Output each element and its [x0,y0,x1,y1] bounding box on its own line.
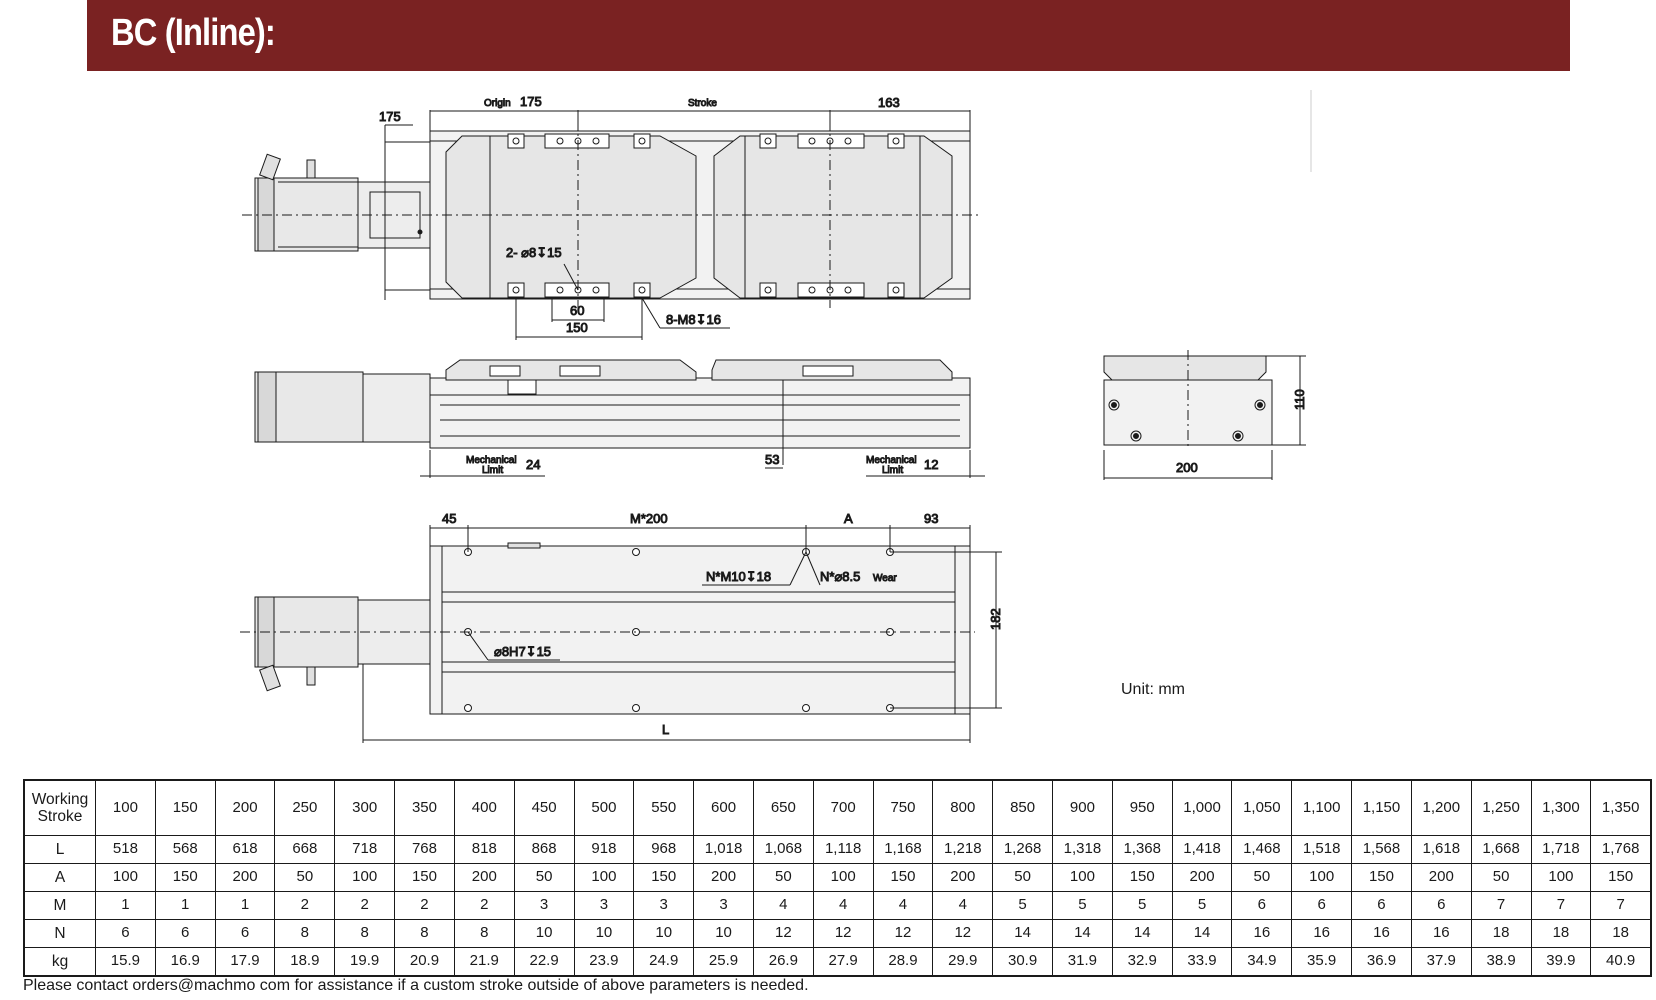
table-cell: 34.9 [1232,947,1292,976]
table-cell: 668 [275,835,335,863]
bottom-view [240,525,1002,743]
table-cell: 38.9 [1471,947,1531,976]
table-cell: 150 [395,863,455,891]
table-cell: 10 [634,919,694,947]
table-cell: 700 [813,780,873,835]
table-cell: 100 [574,863,634,891]
row-header [24,947,96,976]
table-cell: 100 [335,863,395,891]
table-cell: 1,568 [1352,835,1412,863]
table-cell: 16 [1411,919,1471,947]
table-cell: 150 [1112,863,1172,891]
table-cell: 37.9 [1411,947,1471,976]
table-cell: 200 [454,863,514,891]
table-cell: 2 [275,891,335,919]
table-cell: 200 [215,780,275,835]
table-cell: 8 [275,919,335,947]
carriage-1 [446,136,696,298]
table-cell: 4 [753,891,813,919]
table-cell: 23.9 [574,947,634,976]
table-cell: 500 [574,780,634,835]
table-cell: 1,068 [753,835,813,863]
table-cell: 5 [1112,891,1172,919]
table-cell: 15.9 [96,947,156,976]
table-cell: 26.9 [753,947,813,976]
unit-note: Unit: mm [1121,681,1185,698]
table-cell: 618 [215,835,275,863]
table-cell: 6 [1411,891,1471,919]
table-cell: 5 [993,891,1053,919]
table-cell: 3 [694,891,754,919]
table-cell: 7 [1471,891,1531,919]
dim-150: 150 [566,320,588,335]
table-cell: 1,300 [1531,780,1591,835]
table-cell: 1,200 [1411,780,1471,835]
table-cell: 10 [514,919,574,947]
table-cell: 1,518 [1292,835,1352,863]
table-cell: 918 [574,835,634,863]
table-cell: 818 [454,835,514,863]
table-cell: 16 [1292,919,1352,947]
table-cell: 25.9 [694,947,754,976]
table-cell: 150 [155,863,215,891]
table-cell: 1,368 [1112,835,1172,863]
table-cell: 12 [753,919,813,947]
thread-callout-bottom: N*M10↧18 [706,569,772,584]
thread-callout-top: 8-M8↧16 [666,312,721,327]
length-row [24,835,1651,863]
table-cell: 1 [96,891,156,919]
table-cell: 450 [514,780,574,835]
table-cell: 1,268 [993,835,1053,863]
mech-limit-label-left-2: Limit [482,465,504,476]
row-header [24,780,96,835]
table-cell: 1,118 [813,835,873,863]
table-cell: 28.9 [873,947,933,976]
table-cell: 3 [574,891,634,919]
table-cell: 33.9 [1172,947,1232,976]
table-cell: 1,168 [873,835,933,863]
table-cell: 1,618 [1411,835,1471,863]
end-width-dim: 200 [1176,460,1198,475]
table-cell: 16 [1232,919,1292,947]
table-cell: 3 [634,891,694,919]
table-cell: 900 [1053,780,1113,835]
table-cell: 17.9 [215,947,275,976]
table-cell: 1,018 [694,835,754,863]
row-header [24,919,96,947]
table-cell: 6 [1352,891,1412,919]
table-cell: 8 [454,919,514,947]
table-cell: 550 [634,780,694,835]
table-cell: 7 [1591,891,1651,919]
table-cell: 6 [1292,891,1352,919]
table-cell: 14 [1112,919,1172,947]
table-cell: 5 [1053,891,1113,919]
stroke-label: Stroke [688,98,717,109]
row-header-label: L [55,840,65,858]
weight-row [24,947,1651,976]
table-cell: 650 [753,780,813,835]
table-cell: 4 [813,891,873,919]
table-cell: 2 [395,891,455,919]
table-cell: 1,050 [1232,780,1292,835]
table-cell: 100 [96,863,156,891]
table-cell: 600 [694,780,754,835]
table-cell: 7 [1531,891,1591,919]
dim-60: 60 [570,303,585,318]
table-cell: 568 [155,835,215,863]
table-cell: 50 [275,863,335,891]
table-cell: 10 [694,919,754,947]
dim-163: 163 [878,95,900,110]
table-cell: 3 [514,891,574,919]
row-header-label: Stroke [37,807,83,825]
row-header-label: kg [51,952,69,970]
row-header-label: A [54,868,66,886]
table-cell: 100 [1053,863,1113,891]
table-cell: 6 [155,919,215,947]
table-cell: 1,218 [933,835,993,863]
table-cell: 800 [933,780,993,835]
table-cell: 6 [96,919,156,947]
table-cell: 150 [1591,863,1651,891]
dim-182: 182 [988,608,1003,630]
dim-93: 93 [924,511,939,526]
table-cell: 2 [454,891,514,919]
table-cell: 40.9 [1591,947,1651,976]
table-cell: 1,000 [1172,780,1232,835]
table-cell: 12 [873,919,933,947]
dim-53: 53 [765,452,780,467]
table-cell: 1 [155,891,215,919]
n-row [24,919,1651,947]
table-cell: 2 [335,891,395,919]
table-cell: 39.9 [1531,947,1591,976]
mech-limit-label-right-2: Limit [882,465,904,476]
table-cell: 6 [1232,891,1292,919]
end-view [1104,90,1311,480]
origin-label: Origin [484,98,511,109]
table-cell: 19.9 [335,947,395,976]
wear-label: Wear [873,573,897,584]
table-cell: 12 [933,919,993,947]
table-cell: 768 [395,835,455,863]
table-cell: 6 [215,919,275,947]
table-cell: 29.9 [933,947,993,976]
table-cell: 31.9 [1053,947,1113,976]
dim-175-left: 175 [379,109,401,124]
table-cell: 1,768 [1591,835,1651,863]
table-cell: 27.9 [813,947,873,976]
table-cell: 4 [933,891,993,919]
table-cell: 1,150 [1352,780,1412,835]
table-cell: 850 [993,780,1053,835]
row-header [24,891,96,919]
row-header-label: Working [31,790,89,808]
mech-limit-left-dim: 24 [526,457,541,472]
table-cell: 200 [1172,863,1232,891]
dim-45: 45 [442,511,457,526]
table-cell: 16 [1352,919,1412,947]
table-cell: 18.9 [275,947,335,976]
table-cell: 50 [514,863,574,891]
table-cell: 10 [574,919,634,947]
table-cell: 968 [634,835,694,863]
table-cell: 1,350 [1591,780,1651,835]
spec-table [23,779,1652,977]
table-cell: 32.9 [1112,947,1172,976]
table-cell: 150 [634,863,694,891]
table-cell: 5 [1172,891,1232,919]
hole-callout-bottom: N*⌀8.5 [820,569,861,584]
table-cell: 100 [1531,863,1591,891]
table-cell: 18 [1591,919,1651,947]
table-cell: 18 [1531,919,1591,947]
table-cell: 150 [155,780,215,835]
table-cell: 100 [813,863,873,891]
table-cell: 35.9 [1292,947,1352,976]
row-header [24,835,96,863]
table-cell: 1,318 [1053,835,1113,863]
section-title: BC (Inline): [111,12,275,54]
table-cell: 400 [454,780,514,835]
table-cell: 518 [96,835,156,863]
table-cell: 100 [1292,863,1352,891]
dim-A: A [844,511,853,526]
table-cell: 200 [694,863,754,891]
top-view [242,110,980,340]
table-cell: 4 [873,891,933,919]
table-cell: 22.9 [514,947,574,976]
table-cell: 50 [1471,863,1531,891]
pitch-dim: M*200 [630,511,668,526]
table-cell: 8 [335,919,395,947]
table-cell: 950 [1112,780,1172,835]
table-cell: 150 [1352,863,1412,891]
table-cell: 150 [873,863,933,891]
origin-dim: 175 [520,94,542,109]
table-cell: 200 [933,863,993,891]
row-header [24,863,96,891]
mech-limit-right-dim: 12 [924,457,939,472]
table-cell: 12 [813,919,873,947]
table-cell: 16.9 [155,947,215,976]
table-cell: 1,668 [1471,835,1531,863]
table-cell: 24.9 [634,947,694,976]
table-cell: 868 [514,835,574,863]
table-cell: 1 [215,891,275,919]
hole-callout-top: 2- ⌀8↧15 [506,245,562,260]
table-cell: 750 [873,780,933,835]
table-cell: 200 [1411,863,1471,891]
mech-limit-label-right: Mechanical [866,455,917,466]
table-cell: 1,718 [1531,835,1591,863]
dim-L: L [662,722,670,737]
footer-note: Please contact orders@machmo com for assistance if a custom stroke outside of above parameters is needed. [23,977,809,994]
table-cell: 36.9 [1352,947,1412,976]
mech-limit-label-left: Mechanical [466,455,517,466]
table-cell: 20.9 [395,947,455,976]
m-row [24,891,1651,919]
a-row [24,863,1651,891]
table-cell: 18 [1471,919,1531,947]
table-cell: 1,468 [1232,835,1292,863]
table-cell: 50 [753,863,813,891]
row-header-label: N [54,924,66,942]
pin-callout: ⌀8H7↧15 [494,644,552,659]
table-cell: 50 [993,863,1053,891]
table-cell: 1,418 [1172,835,1232,863]
table-cell: 50 [1232,863,1292,891]
table-cell: 30.9 [993,947,1053,976]
table-cell: 200 [215,863,275,891]
table-cell: 21.9 [454,947,514,976]
table-cell: 8 [395,919,455,947]
end-height-dim: 110 [1292,389,1307,410]
table-cell: 14 [1053,919,1113,947]
carriage-2 [714,136,952,298]
motor-top [255,154,430,251]
table-cell: 100 [96,780,156,835]
stroke-row [24,780,1651,835]
table-cell: 250 [275,780,335,835]
table-cell: 1,100 [1292,780,1352,835]
table-cell: 14 [993,919,1053,947]
table-cell: 14 [1172,919,1232,947]
table-cell: 718 [335,835,395,863]
row-header-label: M [53,896,67,914]
table-cell: 1,250 [1471,780,1531,835]
table-cell: 300 [335,780,395,835]
table-cell: 350 [395,780,455,835]
